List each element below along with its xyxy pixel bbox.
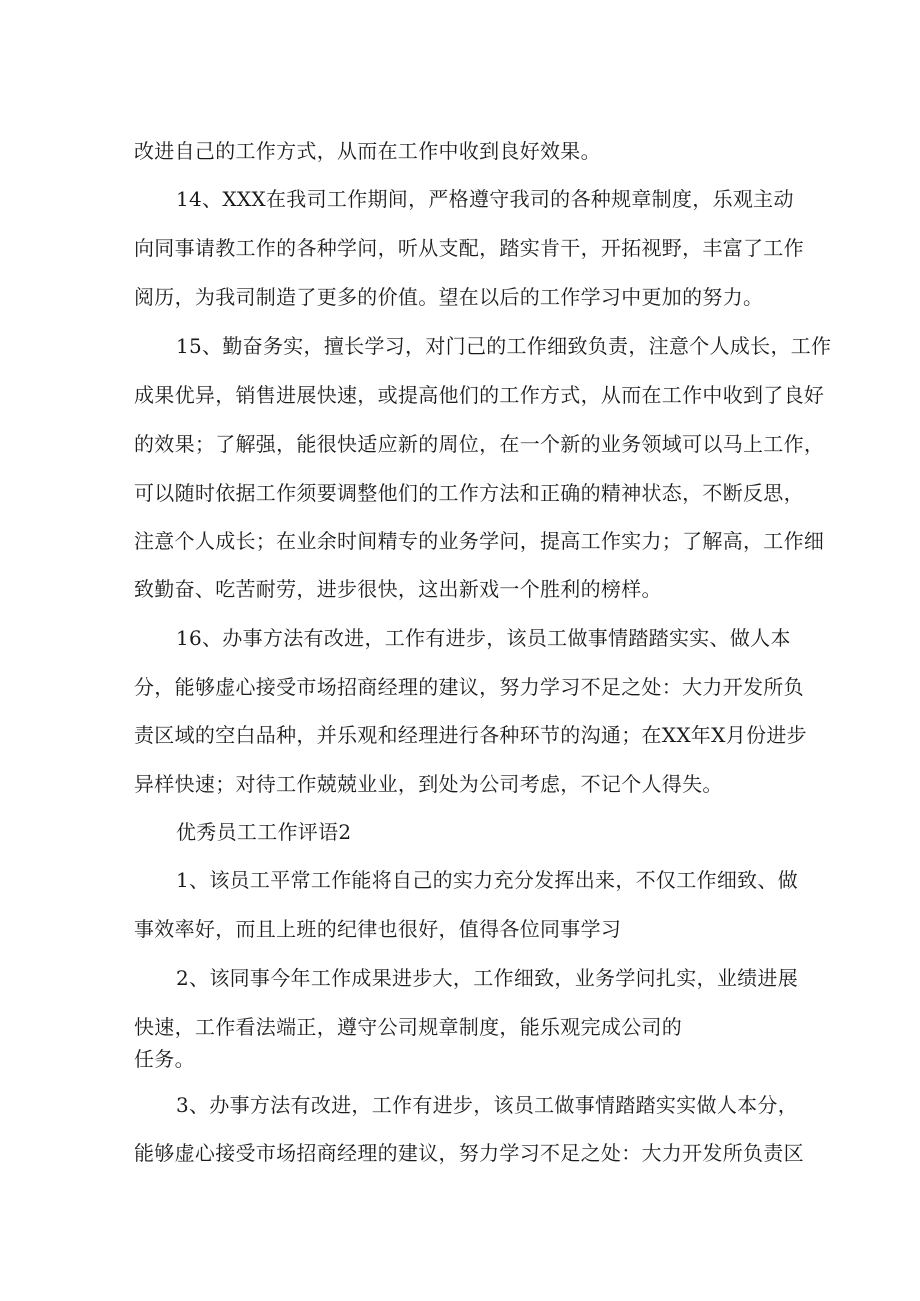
item-14-line-1: 14、XXX在我司工作期间，严格遵守我司的各种规章制度，乐观主动: [176, 187, 794, 211]
item-15-line-1: 15、勤奋务实，擅长学习，对门己的工作细致负责，注意个人成长，工作: [176, 334, 832, 358]
item-15-line-5: 注意个人成长；在业余时间精专的业务学问，提高工作实力；了解高，工作细: [134, 529, 825, 553]
item-16-line-3: 责区域的空白品种，并乐观和经理进行各种环节的沟通；在XX年X月份进步: [134, 723, 807, 747]
review-3-line-2: 能够虚心接受市场招商经理的建议，努力学习不足之处：大力开发所负责区: [134, 1141, 804, 1165]
item-16-line-4: 异样快速；对待工作兢兢业业，到处为公司考虑，不记个人得失。: [134, 772, 723, 796]
review-1-line-2: 事效率好，而且上班的纪律也很好，值得各位同事学习: [134, 917, 622, 941]
item-14-line-2: 向同事请教工作的各种学问，听从支配，踏实肯干，开拓视野，丰富了工作: [134, 236, 804, 260]
item-16-line-2: 分，能够虚心接受市场招商经理的建议，努力学习不足之处：大力开发所负: [134, 675, 804, 699]
item-15-line-3: 的效果；了解强，能很快适应新的周位，在一个新的业务领域可以马上工作，: [134, 432, 825, 456]
review-3-line-1: 3、办事方法有改进，工作有进步，该员工做事情踏踏实实做人本分，: [176, 1093, 799, 1117]
review-2-line-1: 2、该同事今年工作成果进步大，工作细致，业务学问扎实，业绩进展: [176, 966, 799, 990]
item-15-line-4: 可以随时依据工作须要调整他们的工作方法和正确的精神状态，不断反思，: [134, 481, 804, 505]
review-2-line-3: 任务。: [134, 1047, 195, 1071]
section-heading: 优秀员工工作评语2: [176, 820, 352, 844]
text-line-1: 改进自己的工作方式，从而在工作中收到良好效果。: [134, 139, 601, 163]
item-16-line-1: 16、办事方法有改进，工作有进步，该员工做事情踏踏实实、做人本: [176, 626, 791, 650]
review-1-line-1: 1、该员工平常工作能将自己的实力充分发挥出来，不仅工作细致、做: [176, 868, 799, 892]
item-15-line-2: 成果优异，销售进展快速，或提高他们的工作方式，从而在工作中收到了良好: [134, 383, 825, 407]
item-14-line-3: 阅历，为我司制造了更多的价值。望在以后的工作学习中更加的努力。: [134, 285, 764, 309]
item-15-line-6: 致勤奋、吃苦耐劳，进步很快，这出新戏一个胜利的榜样。: [134, 577, 662, 601]
review-2-line-2: 快速，工作看法端正，遵守公司规章制度，能乐观完成公司的: [134, 1015, 683, 1039]
